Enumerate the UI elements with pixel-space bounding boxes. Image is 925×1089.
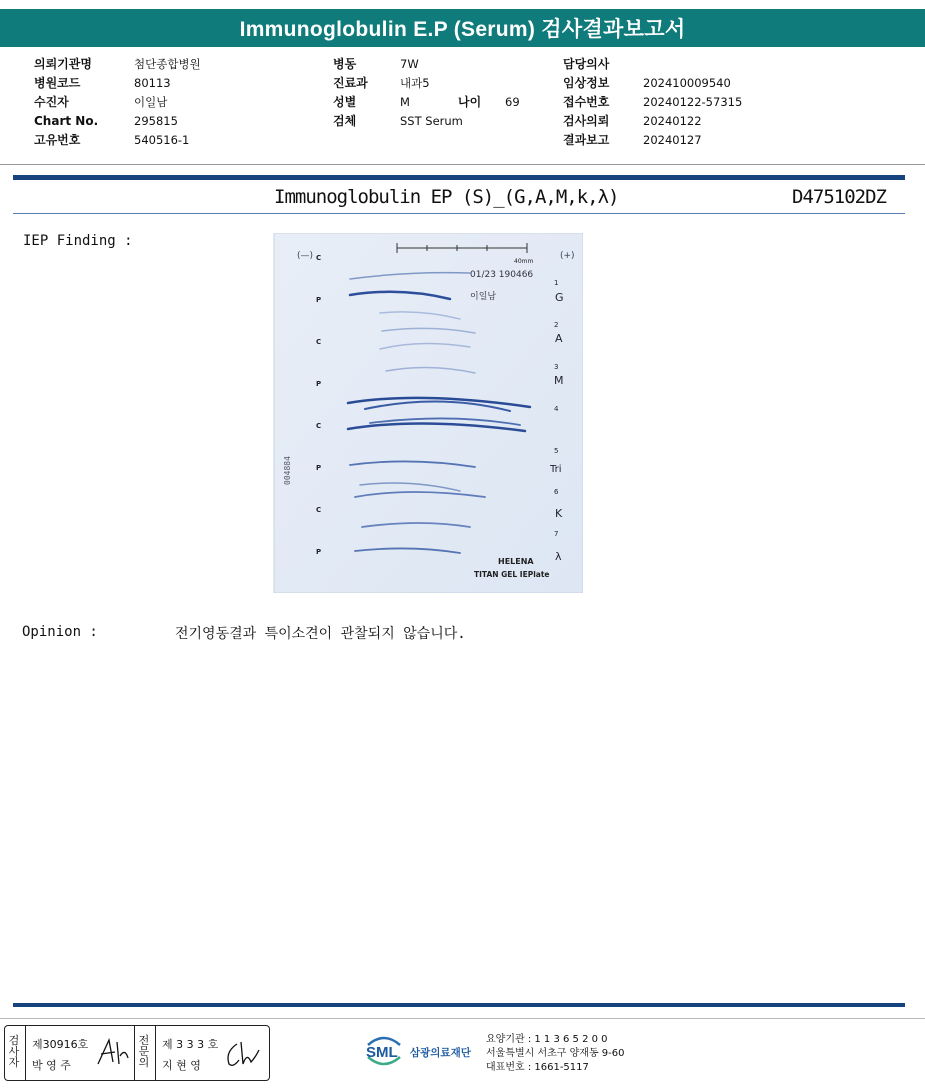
header-divider (0, 164, 925, 165)
org-name: 삼광의료재단 (410, 1047, 471, 1059)
field-label: 임상정보 (563, 76, 610, 90)
field-label: 검체 (333, 114, 357, 128)
field-value: M (400, 95, 410, 109)
examiner-label: 검 사 자 (8, 1034, 20, 1069)
field-label: 접수번호 (563, 95, 610, 109)
field-value: 20240122-57315 (643, 95, 743, 109)
test-code: D475102DZ (792, 186, 886, 208)
field-label: 진료과 (333, 76, 368, 90)
sml-logo-text: SML (366, 1044, 398, 1061)
header-col-2 (333, 55, 520, 131)
field-label: 담당의사 (563, 57, 610, 71)
header-row (333, 55, 520, 74)
gel-plate (274, 233, 583, 593)
positive-sign: (+) (560, 251, 575, 261)
lane-name: Tri (550, 464, 562, 475)
iep-gel-image (270, 233, 583, 593)
gel-side-number: 004884 (283, 456, 292, 485)
header-row (333, 112, 520, 131)
lane-name: G (555, 291, 564, 304)
lane-name: M (554, 374, 564, 387)
header-row (563, 74, 742, 93)
row-label: P (316, 296, 322, 304)
address-line: 서울특별시 서초구 양재동 9-60 (486, 1048, 625, 1059)
institution-code: 요양기관 : 1 1 3 6 5 2 0 0 (486, 1034, 608, 1045)
age-value: 69 (505, 95, 520, 109)
field-value: 295815 (134, 114, 178, 128)
test-name: Immunoglobulin EP (S)_(G,A,M,k,λ) (274, 186, 619, 208)
field-label: Chart No. (34, 114, 99, 128)
signature-divider (25, 1026, 26, 1080)
field-label: 고유번호 (34, 133, 81, 147)
field-label: 의뢰기관명 (34, 57, 92, 71)
header-row (333, 74, 520, 93)
field-label: 수진자 (34, 95, 69, 109)
field-label: 병원코드 (34, 76, 81, 90)
row-label: C (316, 506, 322, 514)
row-label: C (316, 422, 322, 430)
header-row (34, 131, 201, 150)
header-row (34, 74, 201, 93)
signature-box (4, 1025, 270, 1081)
doctor-signature (223, 1038, 263, 1070)
field-value: 20240122 (643, 114, 702, 128)
header-row (34, 93, 201, 112)
section-rule-thin (13, 213, 905, 214)
gel-brand: HELENA (498, 557, 534, 566)
field-label: 병동 (333, 57, 357, 71)
footer-divider (0, 1018, 925, 1019)
phone-line: 대표번호 : 1661-5117 (486, 1062, 589, 1073)
field-label: 결과보고 (563, 133, 610, 147)
section-rule-top (13, 175, 905, 180)
row-label: P (316, 548, 322, 556)
section-rule-bottom (13, 1003, 905, 1007)
age-label: 나이 (458, 95, 482, 109)
signature-divider (134, 1026, 135, 1080)
scale-label: 40mm (514, 258, 534, 265)
field-label: 검사의뢰 (563, 114, 610, 128)
header-row (563, 131, 742, 150)
examiner-signature (95, 1036, 131, 1070)
doctor-label: 전 문 의 (138, 1034, 150, 1069)
lane-number: 1 (554, 279, 559, 287)
field-value: 첨단종합병원 (134, 57, 201, 71)
lane-number: 2 (554, 321, 559, 329)
opinion-text: 전기영동결과 특이소견이 관찰되지 않습니다. (175, 626, 466, 642)
header-row (34, 55, 201, 74)
field-value: SST Serum (400, 114, 463, 128)
doctor-license: 제 3 3 3 호 (162, 1038, 219, 1051)
doctor-name: 지 현 영 (162, 1059, 201, 1072)
field-value: 20240127 (643, 133, 702, 147)
header-row (333, 93, 520, 112)
gel-plate-type: TITAN GEL IEPlate (474, 570, 550, 579)
field-value: 80113 (134, 76, 171, 90)
row-label: C (316, 338, 322, 346)
lane-number: 4 (554, 405, 559, 413)
header-row (563, 93, 742, 112)
negative-sign: (—) (297, 251, 314, 261)
row-label: P (316, 464, 322, 472)
lane-name: λ (555, 550, 562, 563)
lane-number: 7 (554, 530, 559, 538)
row-label: P (316, 380, 322, 388)
signature-divider (155, 1026, 156, 1080)
lane-number: 6 (554, 488, 559, 496)
examiner-license: 제30916호 (32, 1038, 89, 1051)
field-value: 이일남 (134, 95, 168, 109)
gel-date-id: 01/23 190466 (470, 270, 534, 280)
iep-finding-label: IEP Finding : (23, 233, 133, 249)
field-value: 202410009540 (643, 76, 731, 90)
lane-name: K (555, 507, 563, 520)
lane-name: A (555, 332, 563, 345)
header-row (34, 112, 201, 131)
header-row (563, 55, 742, 74)
field-label: 성별 (333, 95, 357, 109)
field-value: 내과5 (400, 76, 430, 90)
report-title: Immunoglobulin E.P (Serum) 검사결과보고서 (0, 9, 925, 47)
examiner-name: 박 영 주 (32, 1059, 71, 1072)
lane-number: 3 (554, 363, 559, 371)
lane-number: 5 (554, 447, 559, 455)
header-col-1 (34, 55, 201, 150)
header-row (563, 112, 742, 131)
row-label: C (316, 254, 322, 262)
gel-patient-name: 이일남 (470, 292, 497, 302)
sml-logo (366, 1031, 481, 1071)
header-col-3 (563, 55, 742, 150)
opinion-label: Opinion : (22, 624, 98, 640)
org-address (486, 1033, 625, 1075)
field-value: 540516-1 (134, 133, 190, 147)
field-value: 7W (400, 57, 419, 71)
